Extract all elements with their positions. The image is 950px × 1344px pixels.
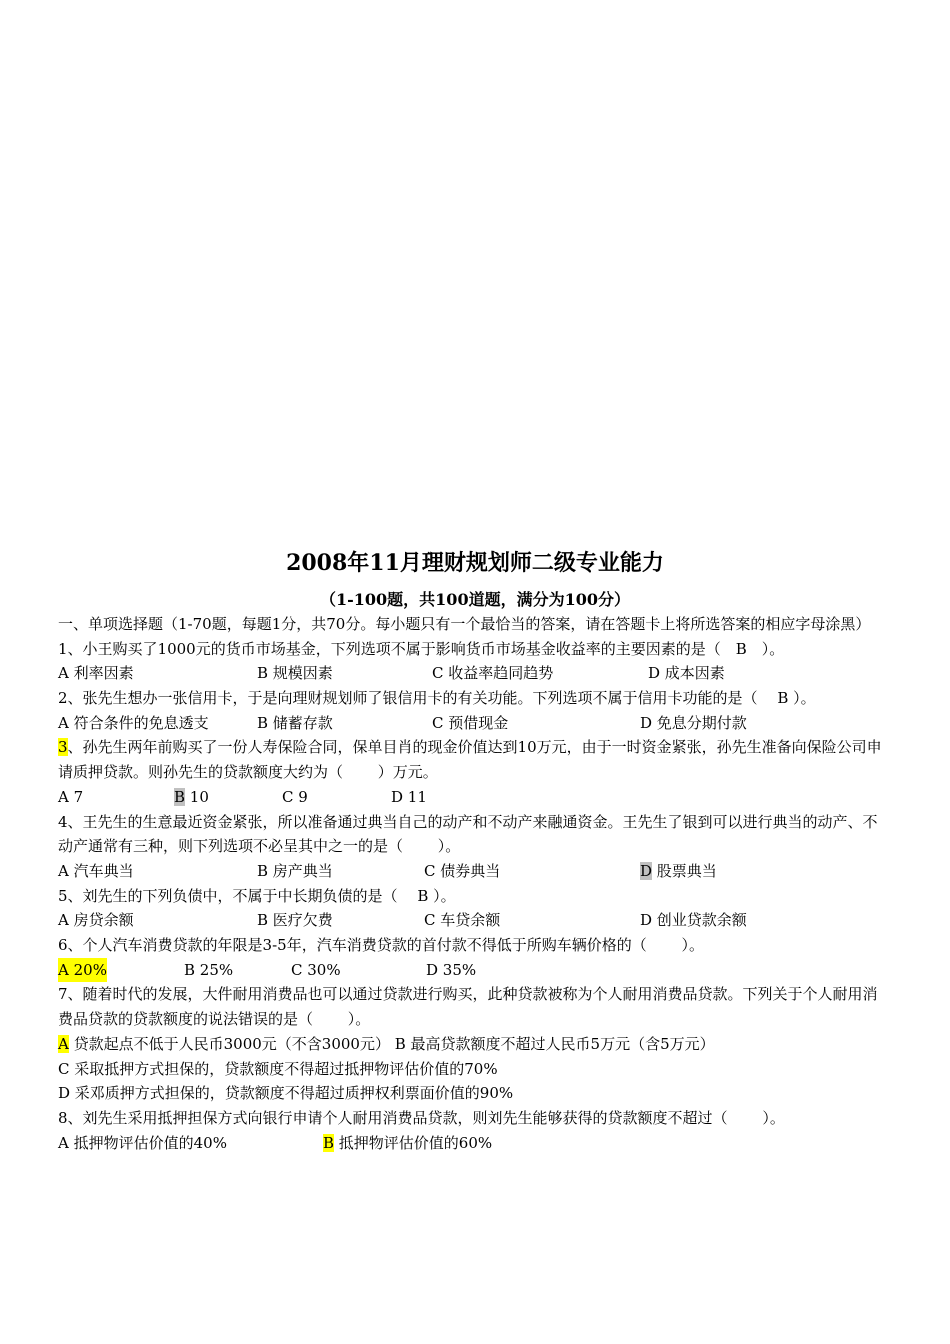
page-title: 2008年11月理财规划师二级专业能力 <box>286 550 664 576</box>
section-intro: 一、单项选择题（1-70题，每题1分，共70分。每小题只有一个最恰当的答案，请在答题卡上将所选答案的相应字母涂黑） <box>58 615 871 633</box>
option-a: A 房贷余额 <box>58 911 134 930</box>
option-b: B 规模因素 <box>257 664 333 683</box>
option-a: A 抵押物评估价值的40% <box>58 1133 227 1152</box>
question-8: 8、刘先生采用抵押担保方式向银行申请个人耐用消费品贷款，则刘先生能够获得的贷款额度不超过（ ）。 <box>58 1108 785 1127</box>
question-4: 4、王先生的生意最近资金紧张，所以准备通过典当自己的动产和不动产来融通资金。王先生了银到可以进行典当的动产、不动产通常有三种，则下列选项不必呈其中之一的是（ ）。 <box>58 812 878 856</box>
question-1: 1、小王购买了1000元的货币市场基金，下列选项不属于影响货币市场基金收益率的主要因素的是（ B ）。 <box>58 639 785 658</box>
option-c: C 车贷余额 <box>424 911 501 930</box>
question-2-options <box>58 711 892 736</box>
option-ab-text: 贷款起点不低于人民币3000元（不含3000元） B 最高贷款额度不超过人民币5万元（含5万元） <box>68 1034 715 1053</box>
question-5-options <box>58 908 892 933</box>
question-6-options <box>58 958 892 983</box>
option-a-letter-highlight: A <box>58 1034 69 1053</box>
option-d: D 成本因素 <box>648 664 725 683</box>
option-b: B 储蓄存款 <box>257 713 333 732</box>
option-d: D 免息分期付款 <box>640 713 747 732</box>
option-b-text: 10 <box>185 787 209 806</box>
option-a-highlighted: A 20% <box>58 958 107 983</box>
question-6: 6、个人汽车消费贷款的年限是3-5年，汽车消费贷款的首付款不得低于所购车辆价格的（ ）。 <box>58 936 704 955</box>
option-a: A 符合条件的免息透支 <box>58 713 209 732</box>
page-subtitle: （1-100题，共100道题，满分为100分） <box>320 590 630 609</box>
question-3-options <box>58 785 892 810</box>
option-d-text: 股票典当 <box>652 861 717 880</box>
question-1-options <box>58 661 892 686</box>
option-d: D 11 <box>391 787 427 806</box>
question-7-options-ab <box>58 1032 892 1057</box>
question-8-options <box>58 1131 892 1156</box>
option-b <box>174 785 209 810</box>
option-c: C 30% <box>291 960 341 979</box>
option-d: D 35% <box>426 960 477 979</box>
option-c: C 收益率趋同趋势 <box>432 664 554 683</box>
option-a: A 利率因素 <box>58 664 134 683</box>
question-5: 5、刘先生的下列负债中，不属于中长期负债的是（ B ）。 <box>58 886 456 905</box>
option-c: C 债券典当 <box>424 861 501 880</box>
question-4-options <box>58 859 892 884</box>
question-3 <box>58 735 892 784</box>
question-list <box>58 612 892 1155</box>
option-c: C 预借现金 <box>432 713 509 732</box>
question-7: 7、随着时代的发展，大件耐用消费品也可以通过贷款进行购买，此种贷款被称为个人耐用消费品贷款。下列关于个人耐用消费品贷款的贷款额度的说法错误的是（ ）。 <box>58 985 878 1029</box>
question-2: 2、张先生想办一张信用卡，于是向理财规划师了银信用卡的有关功能。下列选项不属于信用卡功能的是（ B ）。 <box>58 689 816 708</box>
option-b-letter-highlight: B <box>174 787 186 806</box>
option-d-letter-highlight: D <box>640 861 653 880</box>
option-d: D 创业贷款余额 <box>640 911 747 930</box>
option-b: B 房产典当 <box>257 861 333 880</box>
option-d <box>640 859 717 884</box>
option-a: A 7 <box>58 787 84 806</box>
question-3-text: 、孙先生两年前购买了一份人寿保险合同，保单目肖的现金价值达到10万元，由于一时资金紧张，孙先生准备向保险公司申请质押贷款。则孙先生的贷款额度大约为（ ）万元。 <box>58 738 882 782</box>
question-number-highlight: 3 <box>58 738 68 757</box>
option-b <box>323 1131 492 1156</box>
question-7-option-d: D 采邓质押方式担保的，贷款额度不得超过质押权利票面价值的90% <box>58 1084 514 1103</box>
option-b: B 25% <box>184 960 234 979</box>
option-a: A 汽车典当 <box>58 861 134 880</box>
question-7-option-c: C 采取抵押方式担保的，贷款额度不得超过抵押物评估价值的70% <box>58 1059 498 1078</box>
option-b-text: 抵押物评估价值的60% <box>334 1133 493 1152</box>
option-c: C 9 <box>282 787 308 806</box>
option-b-letter-highlight: B <box>323 1133 335 1152</box>
option-b: B 医疗欠费 <box>257 911 333 930</box>
